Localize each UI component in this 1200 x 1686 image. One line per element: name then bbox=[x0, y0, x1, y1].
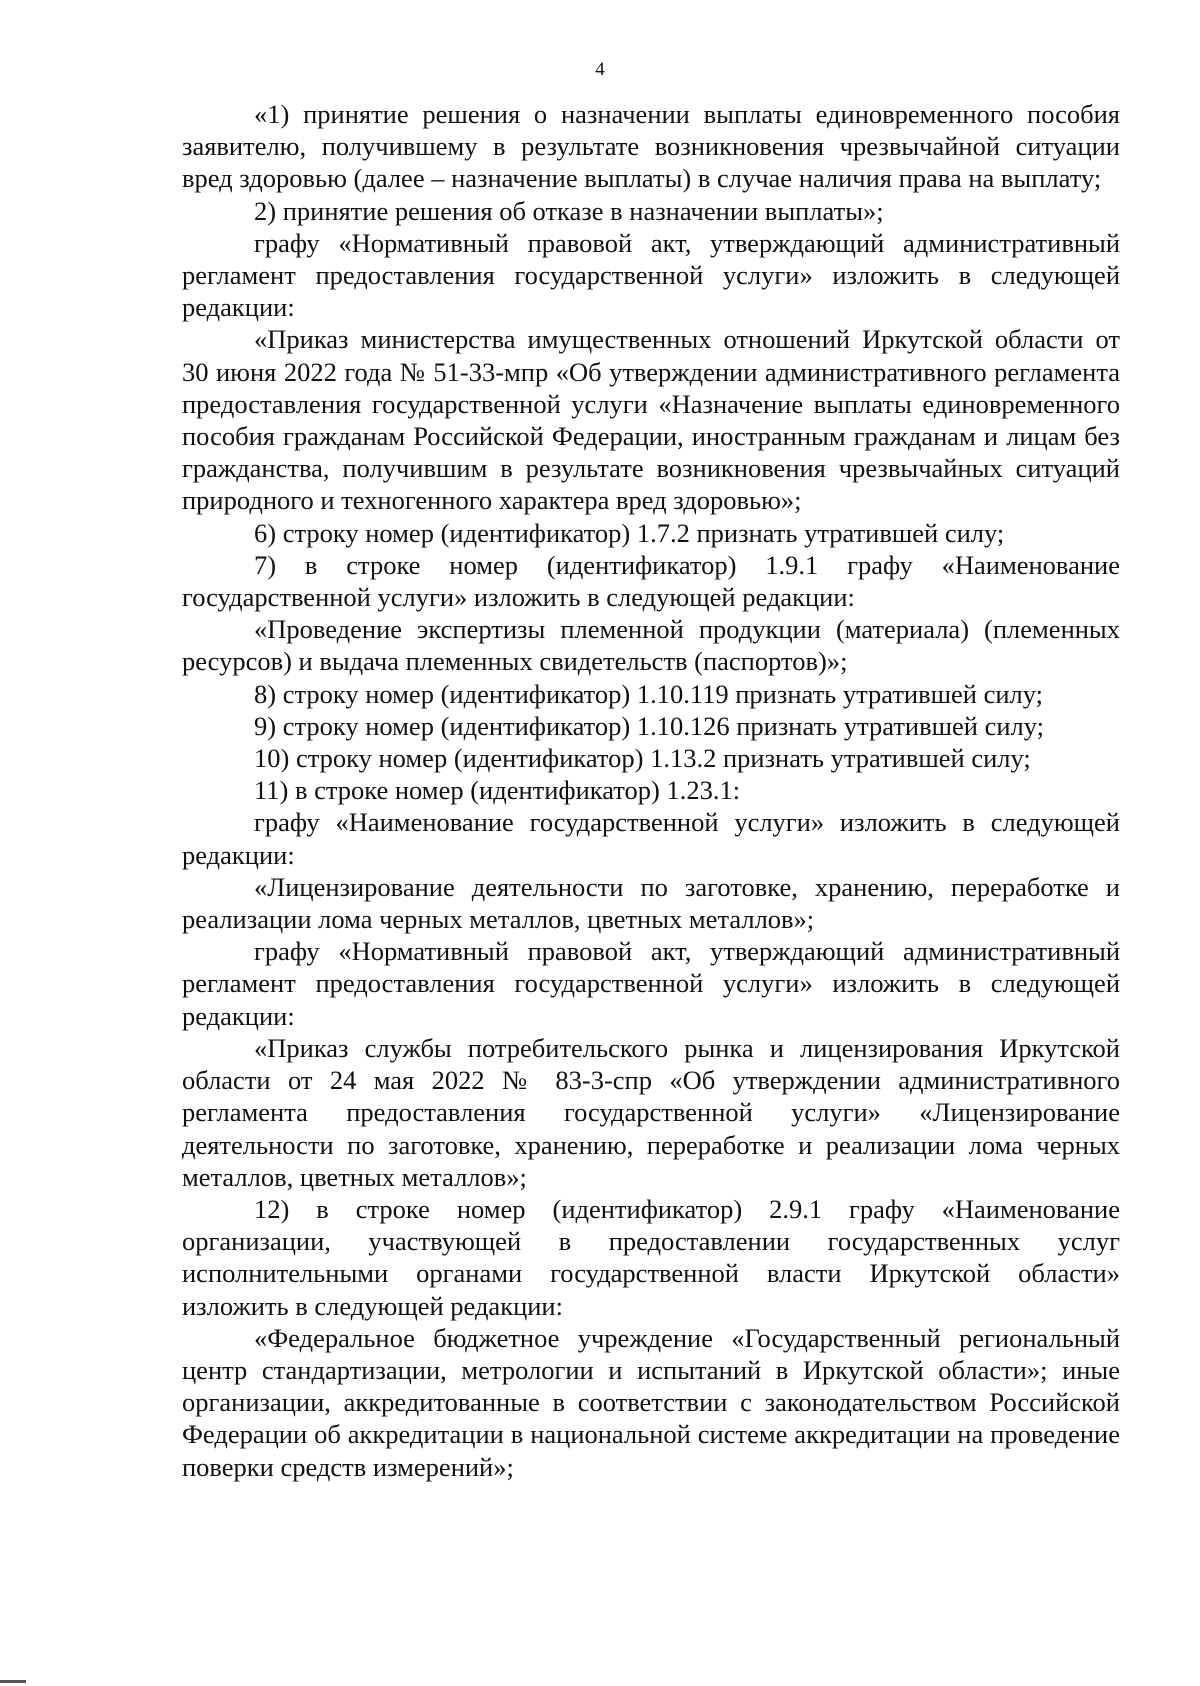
paragraph-10: 10) строку номер (идентификатор) 1.13.2 признать утратившей силу; bbox=[254, 743, 1031, 774]
paragraph-6: 7) в строке номер (идентификатор) 1.9.1 графу «Наименование государственной услуги» изложить в следующей редакции: bbox=[182, 549, 1120, 613]
paragraph-14: графу «Нормативный правовой акт, утверждающий административный регламент предоставления государственной услуги» изложить в следующей редакции: bbox=[182, 936, 1120, 1031]
paragraph-16: 12) в строке номер (идентификатор) 2.9.1 графу «Наименование организации, участвующей в предоставлении государственных услуг исполнительными органами государственной власти Иркутской области» изложить в следующей редакции: bbox=[182, 1193, 1120, 1321]
paragraph-2: 2) принятие решения об отказе в назначении выплаты»; bbox=[254, 195, 884, 226]
paragraph-17: «Федеральное бюджетное учреждение «Государственный региональный центр стандартизации, метрологии и испытаний в Иркутской области»; иные организации, аккредитованные в соответствии с законодательством Российской Федерации об аккредитации в национальной системе аккредитации на проведение поверки средств измерений»; bbox=[182, 1322, 1120, 1482]
paragraph-3: графу «Нормативный правовой акт, утверждающий административный регламент предоставления государственной услуги» изложить в следующей редакции: bbox=[182, 227, 1120, 323]
paragraph-7: «Проведение экспертизы племенной продукции (материала) (племенных ресурсов) и выдача племенных свидетельств (паспортов)»; bbox=[182, 614, 1120, 677]
paragraph-8: 8) строку номер (идентификатор) 1.10.119 признать утратившей силу; bbox=[254, 678, 1044, 709]
paragraph-15: «Приказ службы потребительского рынка и лицензирования Иркутской области от 24 мая 2022 № 83-3-спр «Об утверждении административного регламента предоставления государственной услуги» «Лицензирование деятельности по заготовке, хранению, переработке и реализации лома черных металлов, цветных металлов»; bbox=[182, 1032, 1120, 1192]
scan-edge-mark bbox=[0, 1680, 26, 1683]
paragraph-4: «Приказ министерства имущественных отношений Иркутской области от 30 июня 2022 года № 51-33-мпр «Об утверждении административного регламента предоставления государственной услуги «Назначение выплаты единовременного пособия гражданам Российской Федерации, иностранным гражданам и лицам без гражданства, получившим в результате возникновения чрезвычайных ситуаций природного и техногенного характера вред здоровью»; bbox=[182, 324, 1120, 516]
paragraph-9: 9) строку номер (идентификатор) 1.10.126 признать утратившей силу; bbox=[254, 710, 1045, 741]
document-body bbox=[182, 98, 1120, 1483]
paragraph-12: графу «Наименование государственной услуги» изложить в следующей редакции: bbox=[182, 807, 1120, 870]
page-number: 4 bbox=[595, 59, 605, 80]
paragraph-11: 11) в строке номер (идентификатор) 1.23.1: bbox=[254, 775, 741, 806]
paragraph-5: 6) строку номер (идентификатор) 1.7.2 признать утратившей силу; bbox=[254, 517, 1005, 548]
paragraph-13: «Лицензирование деятельности по заготовке, хранению, переработке и реализации лома черных металлов, цветных металлов»; bbox=[182, 871, 1120, 935]
paragraph-1: «1) принятие решения о назначении выплаты единовременного пособия заявителю, получившему в результате возникновения чрезвычайной ситуации вред здоровью (далее – назначение выплаты) в случае наличия права на выплату; bbox=[182, 99, 1120, 194]
